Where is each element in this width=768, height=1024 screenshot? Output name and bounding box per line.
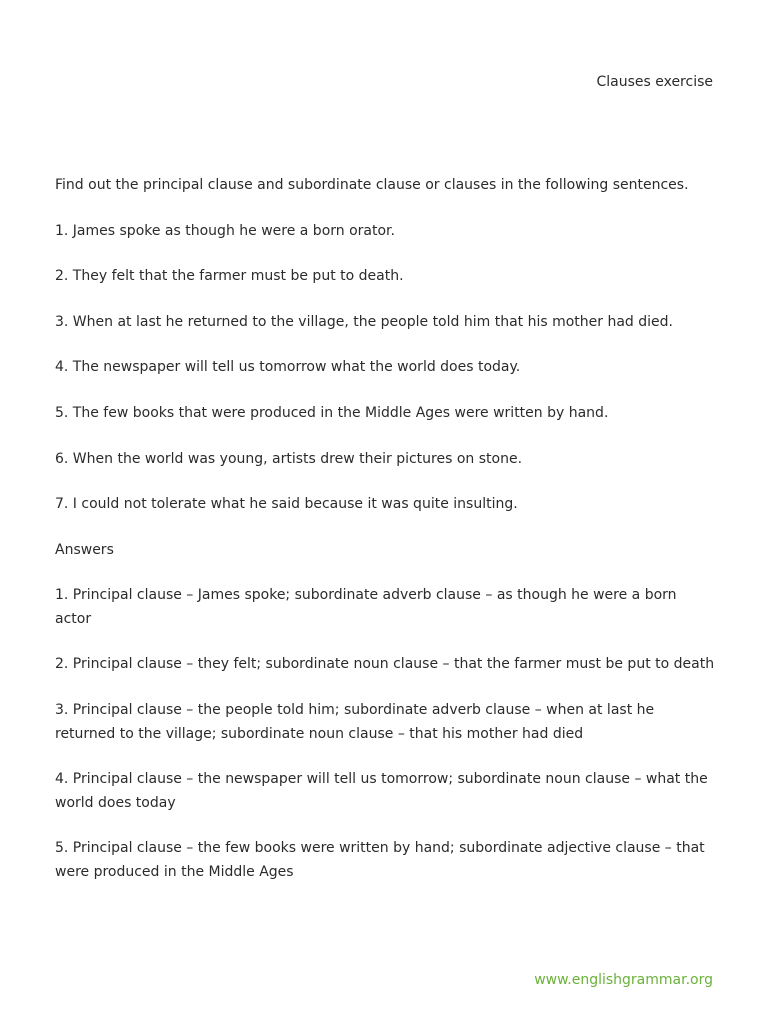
question-6: 6. When the world was young, artists drew their pictures on stone.	[55, 450, 523, 467]
answer-4: 4. Principal clause – the newspaper will tell us tomorrow; subordinate noun clause – what the world does today	[55, 770, 708, 811]
answer-1: 1. Principal clause – James spoke; subordinate adverb clause – as though he were a born actor	[55, 587, 677, 628]
instructions-text: Find out the principal clause and subordinate clause or clauses in the following sentences.	[55, 177, 689, 193]
answers-heading: Answers	[55, 541, 114, 558]
question-1: 1. James spoke as though he were a born orator.	[55, 222, 395, 239]
footer-website-link[interactable]: www.englishgrammar.org	[534, 972, 713, 988]
answer-5: 5. Principal clause – the few books were written by hand; subordinate adjective clause – that were produced in the Middle Ages	[55, 839, 705, 880]
answer-2: 2. Principal clause – they felt; subordinate noun clause – that the farmer must be put to death	[55, 656, 715, 673]
question-2: 2. They felt that the farmer must be put to death.	[55, 268, 404, 285]
question-5: 5. The few books that were produced in the Middle Ages were written by hand.	[55, 404, 609, 421]
question-4: 4. The newspaper will tell us tomorrow what the world does today.	[55, 359, 521, 376]
question-7: 7. I could not tolerate what he said because it was quite insulting.	[55, 496, 518, 513]
answer-3: 3. Principal clause – the people told him; subordinate adverb clause – when at last he returned to the village; subordinate noun clause – that his mother had died	[55, 701, 655, 742]
page-title: Clauses exercise	[596, 74, 713, 90]
question-3: 3. When at last he returned to the village, the people told him that his mother had died.	[55, 313, 673, 330]
document-body	[55, 173, 715, 905]
